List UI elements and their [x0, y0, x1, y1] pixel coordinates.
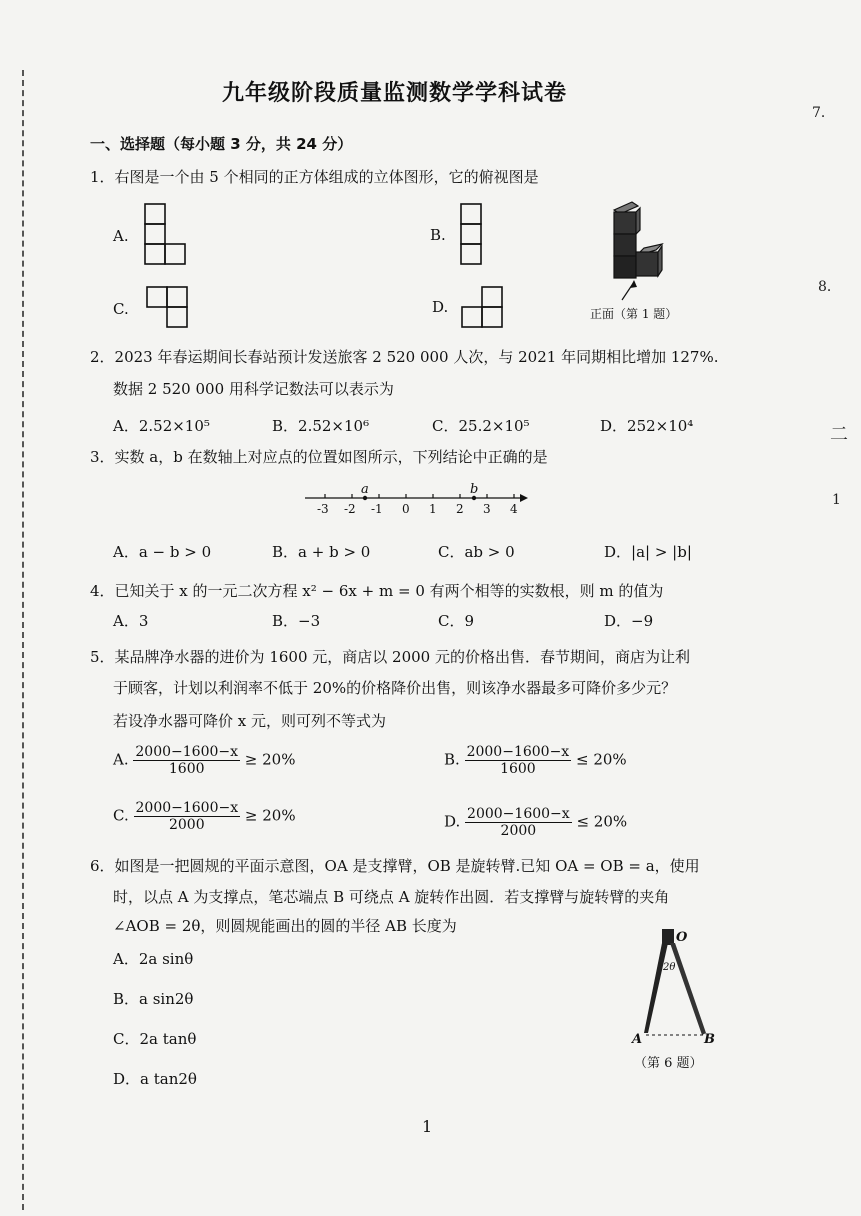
q2-option-d[interactable]: D．252×10⁴: [600, 417, 694, 435]
q6-option-b[interactable]: B．a sin2θ: [113, 990, 194, 1008]
q6-stem-line3: ∠AOB = 2θ，则圆规能画出的圆的半径 AB 长度为: [113, 917, 457, 935]
q5-option-b-denominator: 1600: [500, 761, 536, 777]
q5-option-b-relation: ≤ 20%: [575, 750, 627, 769]
q3-stem: 3．实数 a，b 在数轴上对应点的位置如图所示，下列结论中正确的是: [90, 448, 548, 466]
q5-stem-line2: 于顾客，计划以利润率不低于 20%的价格降价出售，则该净水器最多可降价多少元？: [113, 679, 677, 697]
q5-option-b[interactable]: [444, 744, 627, 777]
q1-figure-caption: 正面（第 1 题）: [590, 307, 678, 321]
q5-option-d-numerator: 2000−1600−x: [467, 806, 570, 822]
q5-option-a-fraction: [133, 744, 240, 777]
q5-option-a-numerator: 2000−1600−x: [135, 744, 239, 760]
q5-stem-line3: 若设净水器可降价 x 元，则可列不等式为: [113, 712, 386, 730]
q5-option-a-relation: ≥ 20%: [244, 750, 296, 769]
q5-option-c-numerator: 2000−1600−x: [135, 800, 239, 816]
q6-stem-line2: 时，以点 A 为支撑点，笔芯端点 B 可绕点 A 旋转作出圆．若支撑臂与旋转臂的夹角: [113, 888, 670, 906]
edge-mark-section: 二: [830, 424, 848, 445]
q5-option-c[interactable]: [113, 800, 296, 833]
q2-stem-line2: 数据 2 520 000 用科学记数法可以表示为: [113, 380, 394, 398]
q3-tick-neg3: -3: [317, 502, 329, 516]
q5-option-b-numerator: 2000−1600−x: [466, 744, 570, 760]
q1-cube-figure: [600, 200, 690, 300]
q5-option-c-label: C.: [113, 806, 129, 825]
q5-option-a-label: A.: [113, 750, 129, 769]
q2-option-c[interactable]: C．25.2×10⁵: [432, 417, 530, 435]
q5-option-d-label: D.: [444, 812, 461, 831]
q2-option-a[interactable]: A．2.52×10⁵: [113, 417, 210, 435]
q3-tick-2: 2: [456, 502, 464, 516]
q6-compass-figure: [630, 925, 720, 1040]
q1-stem: 1．右图是一个由 5 个相同的正方体组成的立体图形，它的俯视图是: [90, 168, 539, 186]
q5-option-a-denominator: 1600: [168, 761, 205, 777]
q3-option-d[interactable]: D．|a| > |b|: [604, 543, 692, 561]
q5-option-d-relation: ≤ 20%: [576, 812, 628, 831]
q4-option-d[interactable]: D．−9: [604, 612, 654, 630]
q5-option-d[interactable]: [444, 806, 627, 839]
q6-option-c[interactable]: C．2a tanθ: [113, 1030, 197, 1048]
q3-option-c[interactable]: C．ab > 0: [438, 543, 515, 561]
q4-option-c[interactable]: C．9: [438, 612, 475, 630]
q4-option-b[interactable]: B．−3: [272, 612, 321, 630]
q3-number-line: [300, 480, 530, 520]
page-title: 九年级阶段质量监测数学学科试卷: [222, 81, 568, 106]
q5-option-c-denominator: 2000: [168, 817, 205, 833]
q3-option-a[interactable]: A．a − b > 0: [113, 543, 212, 561]
q3-tick-neg1: -1: [371, 502, 383, 516]
edge-mark-8: 8．: [818, 279, 841, 295]
q6-option-d[interactable]: D．a tan2θ: [113, 1070, 197, 1088]
q1-option-b[interactable]: B.: [430, 226, 446, 244]
q3-point-a-label: a: [361, 482, 369, 497]
q5-option-b-label: B.: [444, 750, 460, 769]
q6-label-angle: 2θ: [663, 962, 676, 973]
q2-stem-line1: 2．2023 年春运期间长春站预计发送旅客 2 520 000 人次，与 2021 年同期相比增加 127%.: [90, 348, 719, 366]
q3-tick-neg2: -2: [344, 502, 356, 516]
edge-mark-7: 7．: [812, 105, 835, 121]
q1-option-b-grid: [461, 204, 483, 266]
q3-tick-1: 1: [429, 502, 437, 516]
q6-figure-caption: （第 6 题）: [634, 1056, 703, 1071]
edge-mark-1: 1: [832, 492, 841, 508]
q5-option-d-denominator: 2000: [500, 823, 537, 839]
q5-stem-line1: 5．某品牌净水器的进价为 1600 元，商店以 2000 元的价格出售．春节期间，商店为让利: [90, 648, 690, 666]
q3-option-b[interactable]: B．a + b > 0: [272, 543, 371, 561]
q1-option-a-grid: [145, 204, 187, 266]
q5-option-a[interactable]: [113, 744, 295, 777]
page-number: 1: [422, 1117, 433, 1136]
section-heading: 一、选择题（每小题 3 分，共 24 分）: [90, 135, 353, 153]
q1-option-c-grid: [147, 287, 189, 329]
q6-label-o: O: [676, 930, 688, 945]
q6-stem-line1: 6．如图是一把圆规的平面示意图，OA 是支撑臂，OB 是旋转臂.已知 OA = OB = a，使用: [90, 857, 700, 875]
q4-stem: 4．已知关于 x 的一元二次方程 x² − 6x + m = 0 有两个相等的实数根，则 m 的值为: [90, 582, 664, 600]
q1-option-c[interactable]: C.: [113, 300, 129, 318]
q5-option-c-relation: ≥ 20%: [244, 806, 296, 825]
q6-label-a: A: [632, 1032, 643, 1047]
q1-option-a[interactable]: A.: [113, 227, 129, 245]
q2-option-b[interactable]: B．2.52×10⁶: [272, 417, 370, 435]
q3-point-b-label: b: [470, 482, 479, 497]
q6-option-a[interactable]: A．2a sinθ: [113, 950, 194, 968]
q5-option-b-fraction: [465, 744, 572, 777]
q3-tick-4: 4: [510, 502, 518, 516]
q1-option-d[interactable]: D.: [432, 298, 449, 316]
q3-tick-0: 0: [402, 502, 410, 516]
q4-option-a[interactable]: A．3: [113, 612, 149, 630]
q5-option-c-fraction: [134, 800, 241, 833]
binding-dashed-line: [22, 70, 24, 1210]
q3-tick-3: 3: [483, 502, 491, 516]
q6-label-b: B: [704, 1032, 715, 1047]
q5-option-d-fraction: [465, 806, 572, 839]
q1-option-d-grid: [462, 287, 504, 329]
